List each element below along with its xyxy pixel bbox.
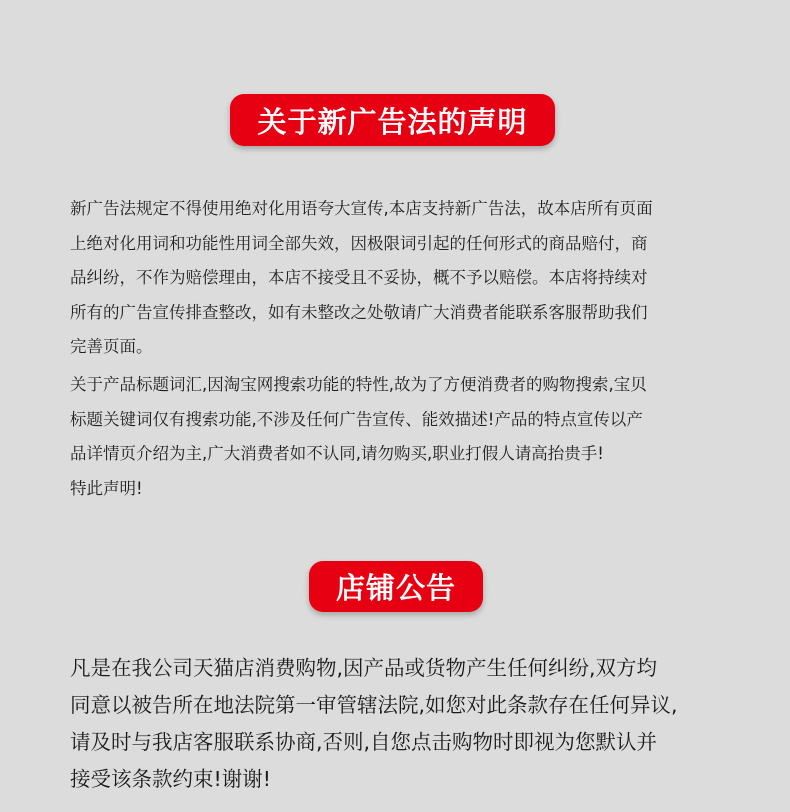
text-line: 同意以被告所在地法院第一审管辖法院,如您对此条款存在任何异议, (70, 693, 678, 717)
text-line: 上绝对化用词和功能性用词全部失效，因极限词引起的任何形式的商品赔付，商 (70, 233, 648, 253)
text-line: 关于产品标题词汇,因淘宝网搜索功能的特性,故为了方便消费者的购物搜索,宝贝 (70, 375, 647, 394)
ad-law-paragraph-2 (70, 368, 730, 506)
text-line: 新广告法规定不得使用绝对化用语夸大宣传,本店支持新广告法，故本店所有页面 (70, 199, 653, 218)
text-line: 品纠纷，不作为赔偿理由，本店不接受且不妥协，概不予以赔偿。本店将持续对 (70, 268, 648, 287)
store-announcement-paragraph (70, 650, 730, 798)
text-line: 标题关键词仅有搜索功能,不涉及任何广告宣传、能效描述!产品的特点宣传以产 (70, 409, 643, 429)
text-line: 所有的广告宣传排查整改，如有未整改之处敬请广大消费者能联系客服帮助我们 (70, 302, 648, 322)
text-line: 完善页面。 (70, 337, 153, 356)
text-line: 接受该条款约束!谢谢! (70, 767, 271, 791)
section-title-store-announcement: 店铺公告 (309, 561, 483, 612)
text-line: 凡是在我公司天猫店消费购物,因产品或货物产生任何纠纷,双方均 (70, 656, 658, 680)
text-line: 请及时与我店客服联系协商,否则,自您点击购物时即视为您默认并 (70, 730, 658, 754)
text-line: 品详情页介绍为主,广大消费者如不认同,请勿购买,职业打假人请高抬贵手! (70, 444, 604, 463)
ad-law-paragraph-1 (70, 192, 730, 365)
section-title-ad-law-statement: 关于新广告法的声明 (230, 94, 555, 146)
text-line: 特此声明! (70, 478, 143, 498)
